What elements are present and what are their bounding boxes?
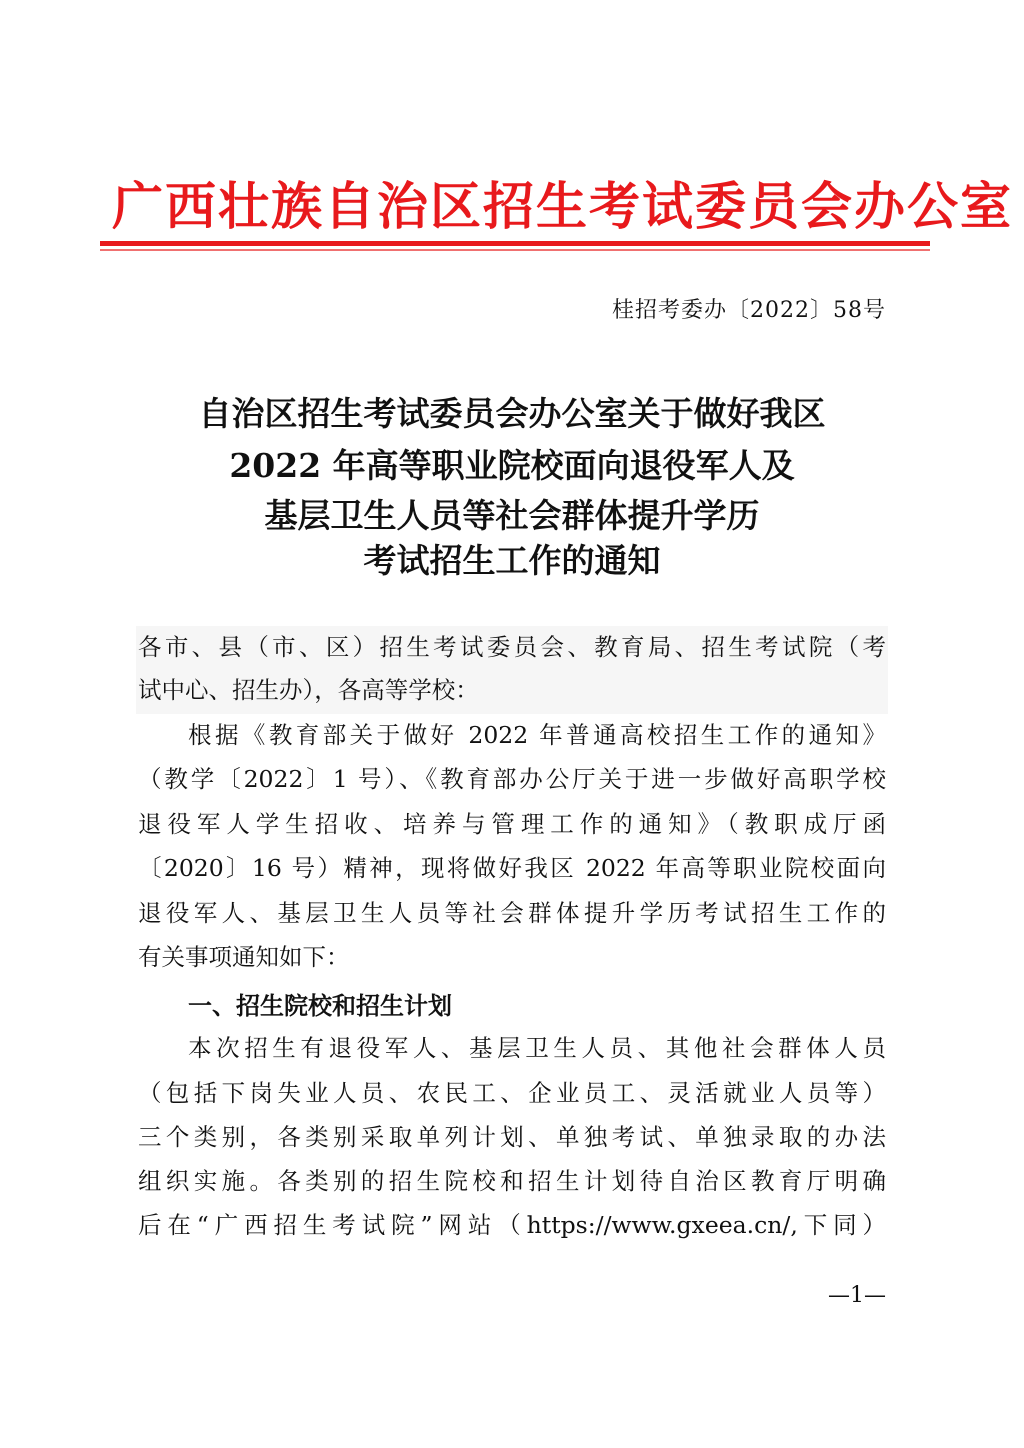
- issuing-org-header: 广西壮族自治区招生考试委员会办公室: [112, 177, 1014, 237]
- paragraph-line: 本次招生有退役军人、基层卫生人员、其他社会群体人员: [188, 1034, 886, 1062]
- red-divider-thin: [100, 249, 930, 251]
- paragraph-line: 根据《教育部关于做好 2022 年普通高校招生工作的通知》: [188, 721, 886, 749]
- paragraph-line: 组织实施。各类别的招生院校和招生计划待自治区教育厅明确: [138, 1167, 886, 1195]
- paragraph-line: 退役军人、基层卫生人员等社会群体提升学历考试招生工作的: [138, 899, 886, 927]
- paragraph-line: 三个类别，各类别采取单列计划、单独考试、单独录取的办法: [138, 1123, 886, 1151]
- page-number: —1—: [828, 1283, 886, 1308]
- addressee-line: 各市、县（市、区）招生考试委员会、教育局、招生考试院（考: [138, 633, 886, 661]
- title-line: 基层卫生人员等社会群体提升学历: [264, 496, 760, 535]
- addressee-line: 试中心、招生办），各高等学校：: [138, 676, 479, 704]
- document-number: 桂招考委办〔2022〕58号: [612, 298, 886, 323]
- paragraph-line: 〔2020〕16 号）精神，现将做好我区 2022 年高等职业院校面向: [138, 854, 886, 882]
- paragraph-line: 后在“广西招生考试院”网站（https://www.gxeea.cn/,下同）: [138, 1211, 886, 1239]
- red-divider-thick: [100, 241, 930, 246]
- title-line: 自治区招生考试委员会办公室关于做好我区: [198, 394, 826, 433]
- paragraph-line: （教学〔2022〕1 号）、《教育部办公厅关于进一步做好高职学校: [138, 765, 886, 793]
- title-line: 考试招生工作的通知: [363, 541, 661, 580]
- title-line: 2022 年高等职业院校面向退役军人及: [229, 446, 795, 485]
- paragraph-line: 退役军人学生招收、培养与管理工作的通知》（教职成厅函: [138, 810, 886, 838]
- paragraph-line: （包括下岗失业人员、农民工、企业员工、灵活就业人员等）: [138, 1079, 886, 1107]
- paragraph-line: 有关事项通知如下：: [138, 943, 350, 971]
- section-heading: 一、招生院校和招生计划: [188, 991, 452, 1020]
